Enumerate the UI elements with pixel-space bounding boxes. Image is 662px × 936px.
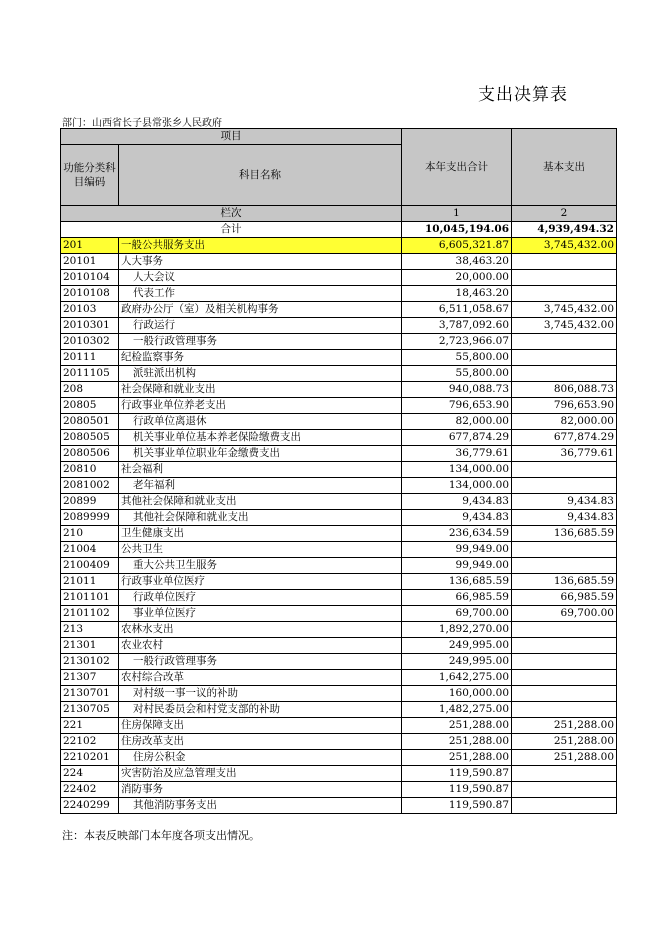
row-basic: 136,685.59 xyxy=(512,526,617,542)
column-index-2: 2 xyxy=(512,206,617,222)
row-name: 公共卫生 xyxy=(119,542,402,558)
row-total: 69,700.00 xyxy=(402,606,512,622)
row-code: 20103 xyxy=(61,302,119,318)
row-basic xyxy=(512,558,617,574)
table-row xyxy=(61,526,617,542)
row-total: 99,949.00 xyxy=(402,542,512,558)
row-total: 119,590.87 xyxy=(402,782,512,798)
row-total: 249,995.00 xyxy=(402,638,512,654)
row-code: 2130705 xyxy=(61,702,119,718)
row-code: 21011 xyxy=(61,574,119,590)
row-name: 行政单位医疗 xyxy=(119,590,402,606)
summary-basic: 4,939,494.32 xyxy=(512,222,617,238)
row-total: 677,874.29 xyxy=(402,430,512,446)
row-name: 住房公积金 xyxy=(119,750,402,766)
table-row xyxy=(61,286,617,302)
row-basic xyxy=(512,350,617,366)
table-row xyxy=(61,766,617,782)
row-basic xyxy=(512,366,617,382)
row-basic: 251,288.00 xyxy=(512,734,617,750)
row-code: 2130102 xyxy=(61,654,119,670)
header-code: 功能分类科目编码 xyxy=(61,145,119,206)
row-basic xyxy=(512,270,617,286)
row-name: 灾害防治及应急管理支出 xyxy=(119,766,402,782)
table-row xyxy=(61,270,617,286)
row-basic: 66,985.59 xyxy=(512,590,617,606)
row-code: 20111 xyxy=(61,350,119,366)
row-basic xyxy=(512,542,617,558)
row-total: 251,288.00 xyxy=(402,718,512,734)
header-basic: 基本支出 xyxy=(512,129,617,206)
row-total: 134,000.00 xyxy=(402,462,512,478)
row-code: 221 xyxy=(61,718,119,734)
row-code: 2010302 xyxy=(61,334,119,350)
row-name: 农业农村 xyxy=(119,638,402,654)
row-code: 2080506 xyxy=(61,446,119,462)
row-basic: 251,288.00 xyxy=(512,718,617,734)
row-total: 136,685.59 xyxy=(402,574,512,590)
table-row xyxy=(61,622,617,638)
row-code: 210 xyxy=(61,526,119,542)
row-name: 社会福利 xyxy=(119,462,402,478)
row-name: 对村级一事一议的补助 xyxy=(119,686,402,702)
row-code: 22102 xyxy=(61,734,119,750)
table-row xyxy=(61,350,617,366)
row-name: 一般行政管理事务 xyxy=(119,654,402,670)
row-name: 重大公共卫生服务 xyxy=(119,558,402,574)
row-code: 21301 xyxy=(61,638,119,654)
expenditure-table xyxy=(60,128,617,814)
row-name: 机关事业单位基本养老保险缴费支出 xyxy=(119,430,402,446)
row-total: 3,787,092.60 xyxy=(402,318,512,334)
row-name: 事业单位医疗 xyxy=(119,606,402,622)
row-total: 99,949.00 xyxy=(402,558,512,574)
row-name: 老年福利 xyxy=(119,478,402,494)
row-name: 行政事业单位医疗 xyxy=(119,574,402,590)
table-row xyxy=(61,318,617,334)
table-row xyxy=(61,750,617,766)
table-row xyxy=(61,686,617,702)
row-code: 20805 xyxy=(61,398,119,414)
row-basic xyxy=(512,798,617,814)
table-row xyxy=(61,702,617,718)
row-name: 人大会议 xyxy=(119,270,402,286)
row-name: 住房改革支出 xyxy=(119,734,402,750)
header-total: 本年支出合计 xyxy=(402,129,512,206)
row-basic: 136,685.59 xyxy=(512,574,617,590)
row-name: 卫生健康支出 xyxy=(119,526,402,542)
row-total: 1,892,270.00 xyxy=(402,622,512,638)
row-code: 20101 xyxy=(61,254,119,270)
row-total: 160,000.00 xyxy=(402,686,512,702)
row-code: 208 xyxy=(61,382,119,398)
table-row xyxy=(61,734,617,750)
row-name: 其他社会保障和就业支出 xyxy=(119,494,402,510)
row-total: 6,605,321.87 xyxy=(402,238,512,254)
row-total: 119,590.87 xyxy=(402,798,512,814)
row-code: 2101101 xyxy=(61,590,119,606)
row-basic: 36,779.61 xyxy=(512,446,617,462)
table-row xyxy=(61,366,617,382)
row-basic: 69,700.00 xyxy=(512,606,617,622)
row-code: 22402 xyxy=(61,782,119,798)
row-total: 119,590.87 xyxy=(402,766,512,782)
row-basic: 9,434.83 xyxy=(512,510,617,526)
row-name: 对村民委员会和村党支部的补助 xyxy=(119,702,402,718)
summary-row xyxy=(61,222,617,238)
row-total: 38,463.20 xyxy=(402,254,512,270)
row-basic xyxy=(512,622,617,638)
row-total: 251,288.00 xyxy=(402,734,512,750)
table-row xyxy=(61,494,617,510)
page-title: 支出决算表 xyxy=(478,85,568,105)
table-row xyxy=(61,654,617,670)
table-row xyxy=(61,462,617,478)
row-basic xyxy=(512,334,617,350)
row-code: 2010108 xyxy=(61,286,119,302)
table-row xyxy=(61,238,617,254)
row-basic: 9,434.83 xyxy=(512,494,617,510)
summary-label: 合计 xyxy=(61,222,402,238)
row-name: 社会保障和就业支出 xyxy=(119,382,402,398)
row-total: 55,800.00 xyxy=(402,366,512,382)
row-total: 20,000.00 xyxy=(402,270,512,286)
row-code: 21307 xyxy=(61,670,119,686)
row-name: 农村综合改革 xyxy=(119,670,402,686)
row-code: 201 xyxy=(61,238,119,254)
row-name: 机关事业单位职业年金缴费支出 xyxy=(119,446,402,462)
row-code: 2081002 xyxy=(61,478,119,494)
row-code: 2011105 xyxy=(61,366,119,382)
table-row xyxy=(61,430,617,446)
row-code: 21004 xyxy=(61,542,119,558)
row-total: 6,511,058.67 xyxy=(402,302,512,318)
row-code: 213 xyxy=(61,622,119,638)
row-name: 纪检监察事务 xyxy=(119,350,402,366)
row-total: 2,723,966.07 xyxy=(402,334,512,350)
table-row xyxy=(61,334,617,350)
row-basic xyxy=(512,766,617,782)
row-total: 9,434.83 xyxy=(402,494,512,510)
row-code: 2210201 xyxy=(61,750,119,766)
header-item: 项目 xyxy=(61,129,402,145)
header-name: 科目名称 xyxy=(119,145,402,206)
row-total: 18,463.20 xyxy=(402,286,512,302)
row-code: 2240299 xyxy=(61,798,119,814)
row-total: 236,634.59 xyxy=(402,526,512,542)
row-total: 1,482,275.00 xyxy=(402,702,512,718)
row-code: 2089999 xyxy=(61,510,119,526)
row-name: 政府办公厅（室）及相关机构事务 xyxy=(119,302,402,318)
row-basic: 251,288.00 xyxy=(512,750,617,766)
table-row xyxy=(61,414,617,430)
row-basic: 796,653.90 xyxy=(512,398,617,414)
row-code: 2010301 xyxy=(61,318,119,334)
table-row xyxy=(61,542,617,558)
table-row xyxy=(61,638,617,654)
row-code: 2080501 xyxy=(61,414,119,430)
row-name: 行政单位离退休 xyxy=(119,414,402,430)
row-basic: 3,745,432.00 xyxy=(512,238,617,254)
row-total: 940,088.73 xyxy=(402,382,512,398)
row-total: 796,653.90 xyxy=(402,398,512,414)
row-basic: 806,088.73 xyxy=(512,382,617,398)
table-row xyxy=(61,398,617,414)
row-basic xyxy=(512,254,617,270)
row-name: 其他社会保障和就业支出 xyxy=(119,510,402,526)
row-total: 251,288.00 xyxy=(402,750,512,766)
table-row xyxy=(61,718,617,734)
row-code: 20810 xyxy=(61,462,119,478)
row-basic: 677,874.29 xyxy=(512,430,617,446)
table-row xyxy=(61,382,617,398)
table-row xyxy=(61,254,617,270)
table-row xyxy=(61,590,617,606)
row-code: 2101102 xyxy=(61,606,119,622)
column-index-label: 栏次 xyxy=(61,206,402,222)
row-name: 住房保障支出 xyxy=(119,718,402,734)
row-code: 2080505 xyxy=(61,430,119,446)
table-row xyxy=(61,574,617,590)
row-name: 一般行政管理事务 xyxy=(119,334,402,350)
row-total: 249,995.00 xyxy=(402,654,512,670)
row-name: 派驻派出机构 xyxy=(119,366,402,382)
row-total: 1,642,275.00 xyxy=(402,670,512,686)
row-basic xyxy=(512,462,617,478)
summary-total: 10,045,194.06 xyxy=(402,222,512,238)
row-name: 行政事业单位养老支出 xyxy=(119,398,402,414)
row-code: 2010104 xyxy=(61,270,119,286)
department-label: 部门：山西省长子县常张乡人民政府 xyxy=(62,118,222,129)
table-row xyxy=(61,782,617,798)
row-name: 消防事务 xyxy=(119,782,402,798)
row-basic xyxy=(512,670,617,686)
row-code: 224 xyxy=(61,766,119,782)
row-basic xyxy=(512,286,617,302)
row-code: 2130701 xyxy=(61,686,119,702)
row-code: 20899 xyxy=(61,494,119,510)
row-basic: 3,745,432.00 xyxy=(512,318,617,334)
table-row xyxy=(61,606,617,622)
row-name: 行政运行 xyxy=(119,318,402,334)
row-basic xyxy=(512,686,617,702)
row-basic xyxy=(512,638,617,654)
row-total: 134,000.00 xyxy=(402,478,512,494)
row-name: 农林水支出 xyxy=(119,622,402,638)
row-basic xyxy=(512,478,617,494)
column-index-1: 1 xyxy=(402,206,512,222)
table-row xyxy=(61,558,617,574)
row-code: 2100409 xyxy=(61,558,119,574)
footnote: 注：本表反映部门本年度各项支出情况。 xyxy=(62,829,260,842)
table-row xyxy=(61,670,617,686)
row-total: 36,779.61 xyxy=(402,446,512,462)
row-total: 66,985.59 xyxy=(402,590,512,606)
row-name: 人大事务 xyxy=(119,254,402,270)
row-name: 其他消防事务支出 xyxy=(119,798,402,814)
row-basic xyxy=(512,654,617,670)
row-basic xyxy=(512,702,617,718)
row-total: 82,000.00 xyxy=(402,414,512,430)
row-basic xyxy=(512,782,617,798)
row-total: 55,800.00 xyxy=(402,350,512,366)
row-name: 一般公共服务支出 xyxy=(119,238,402,254)
table-row xyxy=(61,798,617,814)
row-basic: 82,000.00 xyxy=(512,414,617,430)
table-row xyxy=(61,446,617,462)
table-row xyxy=(61,302,617,318)
row-total: 9,434.83 xyxy=(402,510,512,526)
table-row xyxy=(61,478,617,494)
table-row xyxy=(61,510,617,526)
row-basic: 3,745,432.00 xyxy=(512,302,617,318)
row-name: 代表工作 xyxy=(119,286,402,302)
